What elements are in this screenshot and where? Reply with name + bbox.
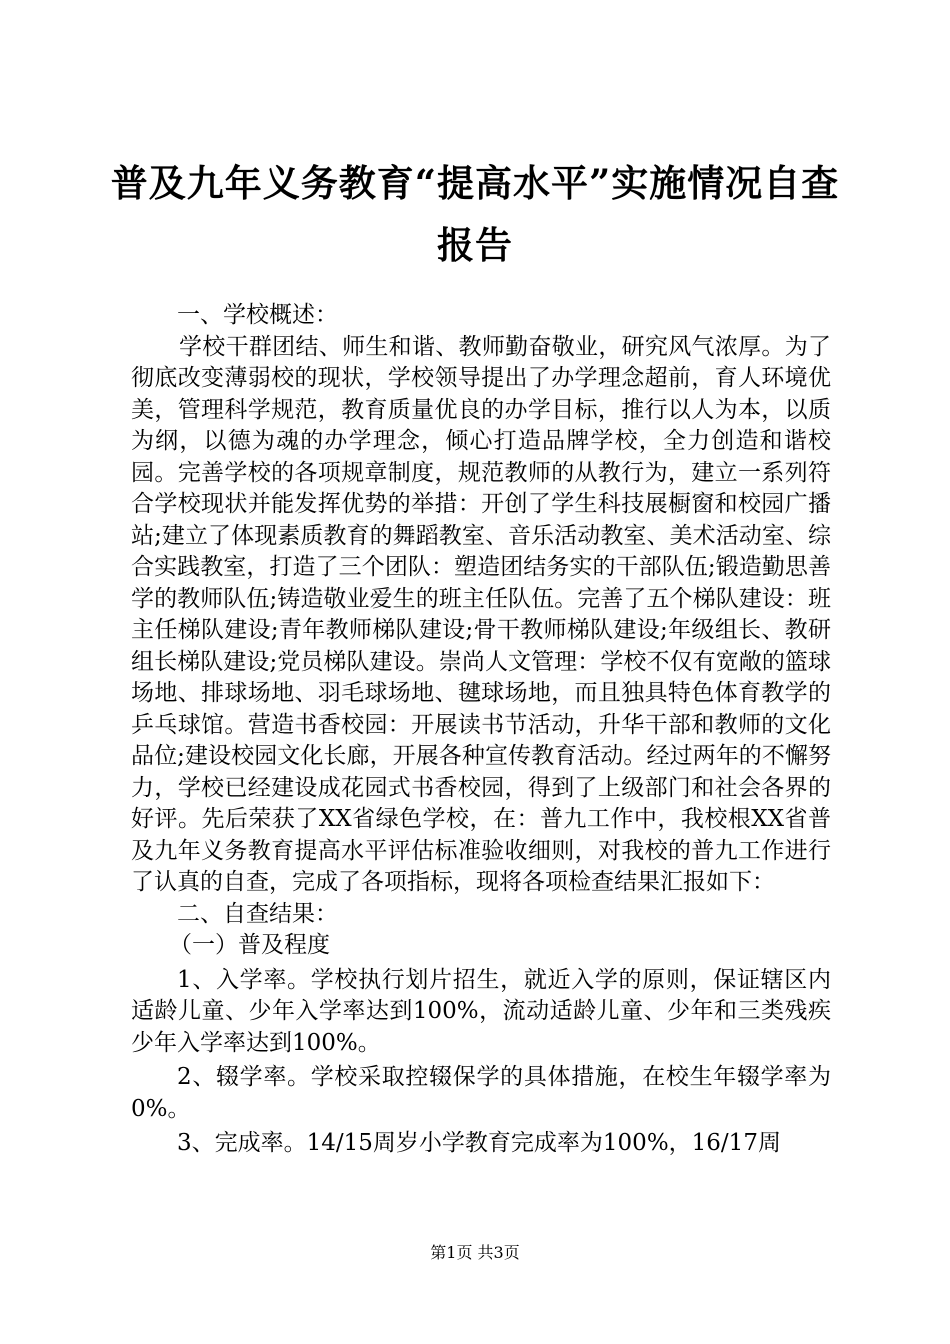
- section2-heading: 二、自查结果：: [177, 900, 338, 927]
- document-body: [131, 300, 831, 1160]
- section1-paragraph: 学校干群团结、师生和谐、教师勤奋敬业，研究风气浓厚。为了彻底改变薄弱校的现状，学校领导提出了办学理念超前，育人环境优美，管理科学规范，教育质量优良的办学目标，推行以人为本，以质为纲，以德为魂的办学理念，倾心打造品牌学校，全力创造和谐校园。完善学校的各项规章制度，规范教师的从教行为，建立一系列符合学校现状并能发挥优势的举措：开创了学生科技展橱窗和校园广播站;建立了体现素质教育的舞蹈教室、音乐活动教室、美术活动室、综合实践教室，打造了三个团队：塑造团结务实的干部队伍;锻造勤思善学的教师队伍;铸造敬业爱生的班主任队伍。完善了五个梯队建设：班主任梯队建设;青年教师梯队建设;骨干教师梯队建设;年级组长、教研组长梯队建设;党员梯队建设。崇尚人文管理：学校不仅有宽敞的篮球场地、排球场地、羽毛球场地、毽球场地，而且独具特色体育教学的乒乓球馆。营造书香校园：开展读书节活动，升华干部和教师的文化品位;建设校园文化长廊，开展各种宣传教育活动。经过两年的不懈努力，学校已经建设成花园式书香校园，得到了上级部门和社会各界的好评。先后荣获了XX省绿色学校，在：普九工作中，我校根XX省普及九年义务教育提高水平评估标准验收细则，对我校的普九工作进行了认真的自查，完成了各项指标，现将各项检查结果汇报如下：: [131, 333, 831, 895]
- document-title-line1: 普及九年义务教育“提高水平”实施情况自查: [110, 161, 840, 205]
- item-dropout-rate: 2、辍学率。学校采取控辍保学的具体措施，在校生年辍学率为0%。: [131, 1064, 831, 1122]
- page-number-footer: 第1页 共3页: [430, 1243, 520, 1262]
- item-completion-rate: 3、完成率。14/15周岁小学教育完成率为100%，16/17周: [177, 1130, 781, 1156]
- section1-heading: 一、学校概述：: [177, 302, 338, 328]
- document-title-line2: 报告: [437, 223, 513, 267]
- item-enrollment-rate: 1、入学率。学校执行划片招生，就近入学的原则，保证辖区内适龄儿童、少年入学率达到100%，流动适龄儿童、少年和三类残疾少年入学率达到100%。: [131, 966, 831, 1056]
- subsection1-heading: （一）普及程度: [169, 932, 330, 958]
